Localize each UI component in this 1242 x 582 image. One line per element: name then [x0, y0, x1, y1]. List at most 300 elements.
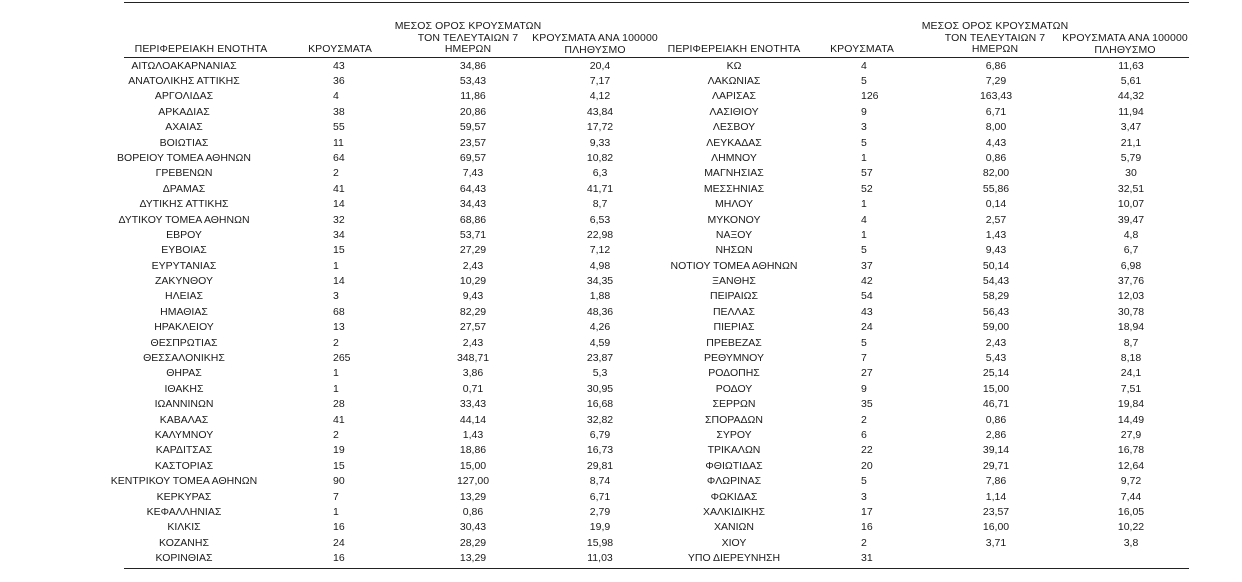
left-avg7-cell: 53,71 [459, 228, 487, 241]
table-row [0, 151, 1242, 166]
right-cases-cell: 1 [861, 151, 867, 164]
right-avg7-cell: 15,00 [982, 382, 1010, 395]
header-avg-right-line2: ΤΟΝ ΤΕΛΕΥΤΑΙΩΝ 7 [944, 31, 1046, 44]
table-row [0, 243, 1242, 258]
left-cases-cell: 64 [333, 151, 345, 164]
right-region-cell: ΜΕΣΣΗΝΙΑΣ [703, 182, 765, 195]
left-cases-cell: 4 [333, 90, 339, 103]
header-avg-left-line2: ΤΟΝ ΤΕΛΕΥΤΑΙΩΝ 7 [417, 31, 519, 44]
right-avg7-cell: 0,86 [985, 413, 1007, 426]
left-cases-cell: 1 [333, 367, 339, 380]
right-avg7-cell: 1,14 [985, 490, 1007, 503]
left-avg7-cell: 27,57 [459, 321, 487, 334]
left-cases-cell: 2 [333, 167, 339, 180]
right-avg7-cell: 3,71 [985, 536, 1007, 549]
right-per100k-cell: 11,63 [1118, 59, 1144, 72]
left-per100k-cell: 43,84 [586, 105, 614, 118]
left-avg7-cell: 13,29 [459, 490, 487, 503]
right-per100k-cell: 8,7 [1123, 336, 1139, 349]
left-avg7-cell: 59,57 [459, 121, 487, 134]
table-row [0, 305, 1242, 320]
table-row [0, 259, 1242, 274]
table-bottom-rule [124, 568, 1189, 569]
left-avg7-cell: 82,29 [459, 305, 487, 318]
right-cases-cell: 9 [861, 105, 867, 118]
header-per100k-right-line2: ΠΛΗΘΥΣΜΟ [1094, 43, 1156, 56]
left-cases-cell: 14 [333, 198, 345, 211]
left-region-cell: ΘΕΣΣΑΛΟΝΙΚΗΣ [143, 352, 225, 365]
right-region-cell: ΝΗΣΩΝ [715, 244, 753, 257]
right-cases-cell: 2 [861, 413, 867, 426]
left-region-cell: ΚΕΦΑΛΛΗΝΙΑΣ [146, 505, 222, 518]
left-per100k-cell: 1,88 [589, 290, 611, 303]
left-avg7-cell: 2,43 [462, 336, 484, 349]
left-per100k-cell: 16,68 [586, 398, 614, 411]
header-per100k-right-line1: ΚΡΟΥΣΜΑΤΑ ΑΝΑ 100000 [1062, 32, 1188, 44]
right-per100k-cell: 44,32 [1117, 90, 1145, 103]
left-region-cell: ΔΡΑΜΑΣ [162, 182, 206, 195]
right-avg7-cell: 4,43 [985, 136, 1007, 149]
left-avg7-cell: 348,71 [456, 352, 490, 365]
left-cases-cell: 14 [333, 275, 345, 288]
left-cases-cell: 2 [333, 428, 339, 441]
table-row [0, 351, 1242, 366]
left-avg7-cell: 69,57 [459, 151, 487, 164]
right-cases-cell: 5 [861, 475, 867, 488]
left-region-cell: ΗΜΑΘΙΑΣ [160, 305, 208, 318]
table-row [0, 74, 1242, 89]
right-per100k-cell: 6,7 [1123, 244, 1139, 257]
left-cases-cell: 24 [333, 536, 345, 549]
left-avg7-cell: 0,71 [462, 382, 484, 395]
left-avg7-cell: 68,86 [459, 213, 487, 226]
right-cases-cell: 17 [861, 505, 873, 518]
left-region-cell: ΑΡΚΑΔΙΑΣ [158, 105, 210, 118]
header-per100k-left-line2: ΠΛΗΘΥΣΜΟ [564, 43, 626, 56]
right-avg7-cell: 8,00 [985, 121, 1007, 134]
table-row [0, 105, 1242, 120]
left-region-cell: ΕΒΡΟΥ [166, 228, 202, 241]
right-cases-cell: 54 [861, 290, 873, 303]
left-cases-cell: 55 [333, 121, 345, 134]
right-region-cell: ΣΥΡΟΥ [716, 428, 752, 441]
right-cases-cell: 42 [861, 275, 873, 288]
right-avg7-cell: 23,57 [982, 505, 1010, 518]
left-per100k-cell: 6,71 [589, 490, 611, 503]
left-region-cell: ΑΧΑΙΑΣ [165, 121, 203, 134]
table-row [0, 443, 1242, 458]
table-row [0, 228, 1242, 243]
left-avg7-cell: 1,43 [462, 428, 484, 441]
left-region-cell: ΙΘΑΚΗΣ [164, 382, 204, 395]
left-avg7-cell: 7,43 [462, 167, 484, 180]
header-region-right [645, 44, 823, 56]
right-region-cell: ΠΙΕΡΙΑΣ [713, 321, 755, 334]
header-avg-right-line1: ΜΕΣΟΣ ΟΡΟΣ ΚΡΟΥΣΜΑΤΩΝ [921, 20, 1069, 32]
left-region-cell: ΔΥΤΙΚΗΣ ΑΤΤΙΚΗΣ [139, 198, 229, 211]
right-per100k-cell [1086, 551, 1176, 566]
right-per100k-cell: 7,44 [1120, 490, 1142, 503]
right-region-cell: ΧΑΝΙΩΝ [714, 521, 754, 534]
right-cases-cell: 16 [861, 521, 873, 534]
header-cases-right [822, 44, 902, 56]
left-per100k-cell: 11,03 [587, 552, 613, 565]
left-per100k-cell: 29,81 [586, 459, 614, 472]
header-region-left [112, 44, 290, 56]
right-per100k-cell: 10,07 [1117, 198, 1145, 211]
left-per100k-cell: 16,73 [586, 444, 614, 457]
right-cases-cell: 5 [861, 336, 867, 349]
right-per100k-cell: 27,9 [1120, 428, 1142, 441]
left-cases-cell: 1 [333, 259, 339, 272]
left-per100k-cell: 4,26 [589, 321, 611, 334]
right-per100k-cell: 4,8 [1123, 228, 1139, 241]
right-cases-cell: 35 [861, 398, 873, 411]
right-region-cell: ΜΑΓΝΗΣΙΑΣ [704, 167, 764, 180]
right-per100k-cell: 37,76 [1117, 275, 1145, 288]
right-region-cell: ΝΟΤΙΟΥ ΤΟΜΕΑ ΑΘΗΝΩΝ [670, 259, 798, 272]
left-per100k-cell: 8,74 [589, 475, 611, 488]
left-region-cell: ΕΥΒΟΙΑΣ [161, 244, 207, 257]
header-per100k-left-line1: ΚΡΟΥΣΜΑΤΑ ΑΝΑ 100000 [532, 32, 658, 44]
table-row [0, 366, 1242, 381]
right-region-cell: ΧΙΟΥ [721, 536, 747, 549]
left-per100k-cell: 19,9 [589, 521, 611, 534]
left-per100k-cell: 17,72 [586, 121, 614, 134]
right-region-cell: ΞΑΝΘΗΣ [712, 275, 756, 288]
right-cases-cell: 57 [861, 167, 873, 180]
right-avg7-cell: 82,00 [982, 167, 1010, 180]
right-cases-cell: 43 [861, 305, 873, 318]
left-region-cell: ΑΡΓΟΛΙΔΑΣ [154, 90, 214, 103]
right-region-cell: ΠΕΛΛΑΣ [712, 305, 756, 318]
left-cases-cell: 3 [333, 290, 339, 303]
right-avg7-cell: 2,57 [985, 213, 1007, 226]
header-avg-left-line1: ΜΕΣΟΣ ΟΡΟΣ ΚΡΟΥΣΜΑΤΩΝ [394, 20, 542, 32]
left-per100k-cell: 15,98 [586, 536, 614, 549]
table-row [0, 428, 1242, 443]
table-row [0, 166, 1242, 181]
table-row [0, 89, 1242, 104]
right-avg7-cell: 9,43 [985, 244, 1007, 257]
left-avg7-cell: 13,29 [459, 552, 487, 565]
table-row [0, 120, 1242, 135]
right-region-cell: ΠΕΙΡΑΙΩΣ [710, 290, 758, 303]
left-per100k-cell: 6,79 [589, 428, 611, 441]
right-region-cell: ΣΠΟΡΑΔΩΝ [705, 413, 763, 426]
left-region-cell: ΗΡΑΚΛΕΙΟΥ [154, 321, 214, 334]
right-region-cell: ΛΕΣΒΟΥ [712, 121, 756, 134]
left-cases-cell: 16 [333, 552, 345, 565]
left-cases-cell: 265 [333, 352, 351, 365]
right-avg7-cell: 0,14 [985, 198, 1007, 211]
table-row [0, 59, 1242, 74]
right-cases-cell: 24 [861, 321, 873, 334]
left-region-cell: ΚΟΖΑΝΗΣ [159, 536, 209, 549]
table-row [0, 490, 1242, 505]
right-cases-cell: 7 [861, 352, 867, 365]
right-region-cell: ΛΕΥΚΑΔΑΣ [706, 136, 762, 149]
right-cases-cell: 37 [861, 259, 873, 272]
header-avg-left-line3: ΗΜΕΡΩΝ [444, 43, 492, 55]
left-avg7-cell: 2,43 [462, 259, 484, 272]
right-per100k-cell: 5,79 [1120, 151, 1142, 164]
left-region-cell: ΚΑΛΥΜΝΟΥ [154, 428, 214, 441]
right-avg7-cell: 7,86 [985, 475, 1007, 488]
right-cases-cell: 1 [861, 198, 867, 211]
right-per100k-cell: 32,51 [1117, 182, 1145, 195]
left-cases-cell: 41 [333, 182, 345, 195]
left-region-cell: ΘΗΡΑΣ [166, 367, 202, 380]
left-avg7-cell: 34,43 [459, 198, 487, 211]
right-region-cell: ΥΠΟ ΔΙΕΡΕΥΝΗΣΗ [687, 552, 781, 565]
left-avg7-cell: 3,86 [462, 367, 484, 380]
left-region-cell: ΚΕΝΤΡΙΚΟΥ ΤΟΜΕΑ ΑΘΗΝΩΝ [110, 475, 258, 488]
left-cases-cell: 41 [333, 413, 345, 426]
right-avg7-cell: 55,86 [982, 182, 1010, 195]
header-region-right-text: ΠΕΡΙΦΕΡΕΙΑΚΗ ΕΝΟΤΗΤΑ [667, 43, 801, 55]
right-cases-cell: 4 [861, 59, 867, 72]
left-cases-cell: 16 [333, 521, 345, 534]
left-avg7-cell: 44,14 [459, 413, 487, 426]
right-region-cell: ΦΛΩΡΙΝΑΣ [706, 475, 762, 488]
left-avg7-cell: 64,43 [459, 182, 487, 195]
right-per100k-cell: 19,84 [1117, 398, 1145, 411]
right-per100k-cell: 10,22 [1117, 521, 1145, 534]
left-per100k-cell: 34,35 [586, 275, 614, 288]
left-per100k-cell: 7,12 [589, 244, 611, 257]
right-avg7-cell: 58,29 [982, 290, 1010, 303]
left-avg7-cell: 33,43 [459, 398, 487, 411]
left-cases-cell: 28 [333, 398, 345, 411]
right-cases-cell: 126 [861, 90, 879, 103]
right-avg7-cell: 5,43 [985, 352, 1007, 365]
right-per100k-cell: 18,94 [1117, 321, 1145, 334]
left-region-cell: ΚΙΛΚΙΣ [167, 521, 201, 534]
right-region-cell: ΝΑΞΟΥ [715, 228, 753, 241]
right-cases-cell: 5 [861, 74, 867, 87]
right-region-cell: ΧΑΛΚΙΔΙΚΗΣ [703, 505, 765, 518]
left-avg7-cell: 20,86 [459, 105, 487, 118]
right-avg7-cell: 16,00 [982, 521, 1010, 534]
table-row [0, 459, 1242, 474]
left-region-cell: ΚΑΣΤΟΡΙΑΣ [154, 459, 214, 472]
left-region-cell: ΑΝΑΤΟΛΙΚΗΣ ΑΤΤΙΚΗΣ [128, 74, 240, 87]
right-region-cell: ΛΑΚΩΝΙΑΣ [707, 74, 761, 87]
right-cases-cell: 22 [861, 444, 873, 457]
right-cases-cell: 3 [861, 490, 867, 503]
left-region-cell: ΗΛΕΙΑΣ [164, 290, 203, 303]
table-row [0, 136, 1242, 151]
left-region-cell: ΘΕΣΠΡΩΤΙΑΣ [150, 336, 218, 349]
right-per100k-cell: 39,47 [1117, 213, 1145, 226]
right-per100k-cell: 30 [1125, 167, 1137, 180]
left-avg7-cell: 9,43 [462, 290, 484, 303]
left-cases-cell: 68 [333, 305, 345, 318]
right-cases-cell: 2 [861, 536, 867, 549]
table-row [0, 197, 1242, 212]
table-row [0, 397, 1242, 412]
right-cases-cell: 3 [861, 121, 867, 134]
table-row [0, 520, 1242, 535]
left-avg7-cell: 23,57 [459, 136, 487, 149]
left-per100k-cell: 41,71 [586, 182, 614, 195]
right-avg7-cell: 2,43 [985, 336, 1007, 349]
left-region-cell: ΚΑΡΔΙΤΣΑΣ [155, 444, 213, 457]
right-per100k-cell: 8,18 [1120, 352, 1142, 365]
left-region-cell: ΚΑΒΑΛΑΣ [159, 413, 209, 426]
right-region-cell: ΡΟΔΟΥ [715, 382, 753, 395]
table-row [0, 474, 1242, 489]
right-avg7-cell: 46,71 [982, 398, 1010, 411]
right-cases-cell: 31 [861, 552, 873, 565]
left-cases-cell: 13 [333, 321, 345, 334]
header-per100k-left [525, 33, 665, 56]
table-row [0, 536, 1242, 551]
right-per100k-cell: 12,03 [1117, 290, 1145, 303]
right-avg7-cell: 163,43 [979, 90, 1013, 103]
right-region-cell: ΣΕΡΡΩΝ [712, 398, 756, 411]
right-per100k-cell: 9,72 [1120, 475, 1142, 488]
table-body [0, 59, 1242, 567]
left-avg7-cell: 11,86 [460, 90, 486, 103]
right-per100k-cell: 21,1 [1120, 136, 1142, 149]
right-region-cell: ΡΕΘΥΜΝΟΥ [703, 352, 764, 365]
table-row [0, 505, 1242, 520]
right-per100k-cell: 30,78 [1117, 305, 1145, 318]
left-cases-cell: 1 [333, 382, 339, 395]
left-avg7-cell: 10,29 [459, 275, 487, 288]
header-avg-right [920, 21, 1070, 56]
right-per100k-cell: 11,94 [1118, 105, 1144, 118]
table-top-rule [124, 2, 1189, 3]
right-avg7-cell: 6,86 [985, 59, 1007, 72]
left-region-cell: ΒΟΡΕΙΟΥ ΤΟΜΕΑ ΑΘΗΝΩΝ [117, 151, 251, 164]
table-row [0, 289, 1242, 304]
header-per100k-right [1055, 33, 1195, 56]
right-region-cell: ΠΡΕΒΕΖΑΣ [706, 336, 762, 349]
left-region-cell: ΖΑΚΥΝΘΟΥ [154, 275, 213, 288]
left-per100k-cell: 6,3 [592, 167, 608, 180]
left-per100k-cell: 5,3 [592, 367, 608, 380]
table-row [0, 274, 1242, 289]
right-region-cell: ΛΑΡΙΣΑΣ [712, 90, 756, 103]
left-per100k-cell: 4,12 [589, 90, 611, 103]
left-cases-cell: 43 [333, 59, 345, 72]
table-row [0, 551, 1242, 566]
right-per100k-cell: 12,64 [1117, 459, 1145, 472]
right-avg7-cell: 25,14 [982, 367, 1010, 380]
right-per100k-cell: 5,61 [1120, 74, 1142, 87]
left-cases-cell: 34 [333, 228, 345, 241]
right-avg7-cell: 1,43 [985, 228, 1007, 241]
right-avg7-cell: 39,14 [982, 444, 1010, 457]
right-per100k-cell: 6,98 [1120, 259, 1142, 272]
header-cases-right-text: ΚΡΟΥΣΜΑΤΑ [830, 43, 894, 55]
right-region-cell: ΡΟΔΟΠΗΣ [708, 367, 760, 380]
left-avg7-cell: 18,86 [459, 444, 487, 457]
right-cases-cell: 5 [861, 244, 867, 257]
header-avg-right-line3: ΗΜΕΡΩΝ [971, 43, 1019, 55]
right-avg7-cell: 56,43 [982, 305, 1010, 318]
right-avg7-cell: 0,86 [985, 151, 1007, 164]
left-cases-cell: 1 [333, 505, 339, 518]
left-cases-cell: 2 [333, 336, 339, 349]
right-avg7-cell: 2,86 [985, 428, 1007, 441]
left-region-cell: ΒΟΙΩΤΙΑΣ [159, 136, 209, 149]
left-per100k-cell: 7,17 [589, 74, 611, 87]
table-row [0, 336, 1242, 351]
right-per100k-cell: 16,05 [1117, 505, 1145, 518]
left-region-cell: ΚΟΡΙΝΘΙΑΣ [155, 552, 213, 565]
left-avg7-cell: 0,86 [462, 505, 484, 518]
header-avg-left [393, 21, 543, 56]
left-cases-cell: 90 [333, 475, 345, 488]
header-cases-left-text: ΚΡΟΥΣΜΑΤΑ [308, 43, 372, 55]
right-cases-cell: 20 [861, 459, 873, 472]
right-region-cell: ΚΩ [726, 59, 742, 72]
right-avg7-cell: 50,14 [982, 259, 1010, 272]
left-avg7-cell: 15,00 [459, 459, 487, 472]
left-avg7-cell: 127,00 [456, 475, 490, 488]
right-per100k-cell: 16,78 [1117, 444, 1145, 457]
left-cases-cell: 15 [333, 459, 345, 472]
left-cases-cell: 36 [333, 74, 345, 87]
left-region-cell: ΕΥΡΥΤΑΝΙΑΣ [151, 259, 217, 272]
right-region-cell: ΦΘΙΩΤΙΔΑΣ [705, 459, 763, 472]
right-avg7-cell: 59,00 [982, 321, 1010, 334]
right-cases-cell: 27 [861, 367, 873, 380]
left-per100k-cell: 8,7 [592, 198, 608, 211]
table-row [0, 413, 1242, 428]
right-per100k-cell: 24,1 [1120, 367, 1142, 380]
right-avg7-cell [951, 551, 1041, 566]
right-region-cell: ΜΗΛΟΥ [715, 198, 753, 211]
left-region-cell: ΚΕΡΚΥΡΑΣ [156, 490, 212, 503]
left-per100k-cell: 4,98 [589, 259, 611, 272]
left-cases-cell: 38 [333, 105, 345, 118]
right-region-cell: ΛΗΜΝΟΥ [711, 151, 757, 164]
left-per100k-cell: 6,53 [589, 213, 611, 226]
right-avg7-cell: 54,43 [982, 275, 1010, 288]
left-region-cell: ΑΙΤΩΛΟΑΚΑΡΝΑΝΙΑΣ [131, 59, 237, 72]
right-avg7-cell: 29,71 [982, 459, 1010, 472]
right-per100k-cell: 3,47 [1120, 121, 1142, 134]
right-region-cell: ΦΩΚΙΔΑΣ [710, 490, 758, 503]
right-cases-cell: 6 [861, 428, 867, 441]
left-per100k-cell: 20,4 [589, 59, 611, 72]
left-per100k-cell: 9,33 [589, 136, 611, 149]
right-cases-cell: 4 [861, 213, 867, 226]
left-per100k-cell: 48,36 [586, 305, 614, 318]
left-per100k-cell: 4,59 [589, 336, 611, 349]
table-row [0, 320, 1242, 335]
header-cases-left [300, 44, 380, 56]
right-region-cell: ΜΥΚΟΝΟΥ [707, 213, 761, 226]
left-per100k-cell: 23,87 [586, 352, 614, 365]
table-row [0, 182, 1242, 197]
left-avg7-cell: 27,29 [459, 244, 487, 257]
left-avg7-cell: 28,29 [459, 536, 487, 549]
left-avg7-cell: 30,43 [459, 521, 487, 534]
right-per100k-cell: 3,8 [1123, 536, 1139, 549]
left-avg7-cell: 34,86 [459, 59, 487, 72]
right-avg7-cell: 6,71 [985, 105, 1007, 118]
left-cases-cell: 11 [333, 136, 344, 149]
left-per100k-cell: 30,95 [586, 382, 614, 395]
left-cases-cell: 15 [333, 244, 345, 257]
right-cases-cell: 1 [861, 228, 867, 241]
